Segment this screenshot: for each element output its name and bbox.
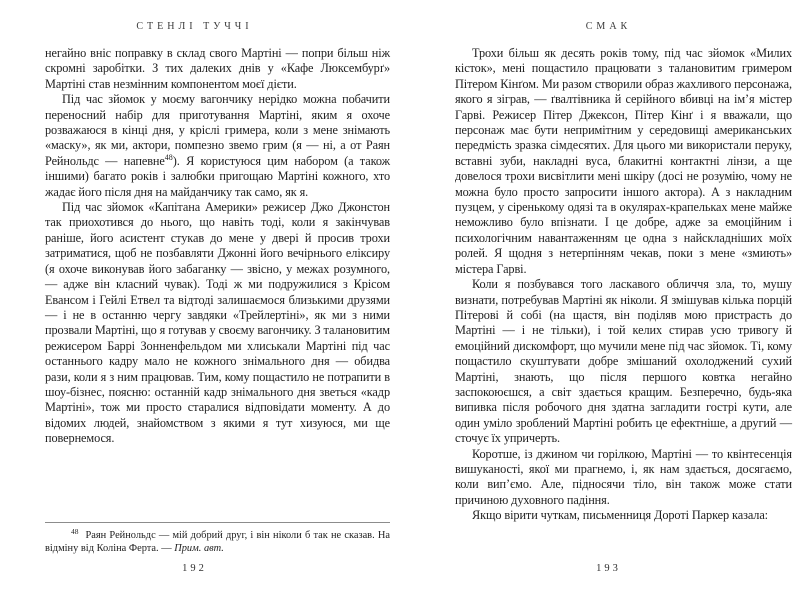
footnote-source: Прим. авт. bbox=[174, 543, 224, 555]
right-page-body bbox=[455, 46, 792, 524]
paragraph: Трохи більш як десять років тому, під час зйомок «Милих кісток», мені пощастило працювати з талановитим гримером Пітером Кінґом. Ми разом створили образ жахливого персонажа, якого я зіграв, — ґвалтівника й серійного вбивці на ім’я містер Гарві. Режисер Пітер Джексон, Пітер Кінґ і я вважали, що персонаж має бути непримітним у середовищі американських передмість зразка сімдесятих. Для цього ми використали перуку, вставні зуби, накладні вуса, блакитні контактні лінзи, а ще довелося трохи висвітлити мені шкіру (досі не розумію, чому не можна було просто запросити іншого актора). А з накладним пузцем, у сіренькому одязі та в окулярах-крапельках мене майже неможливо було впізнати. І це добре, адже за емоційним і психологічним навантаженням це одна з найскладніших моїх ролей. Я щодня з нетерпінням чекав, поки з мене «змиють» містера Гарві. bbox=[455, 46, 792, 276]
footnote-block bbox=[45, 522, 390, 555]
left-page-body bbox=[45, 46, 390, 447]
footnote-marker: 48 bbox=[71, 526, 79, 536]
footnote bbox=[45, 526, 390, 555]
running-header-right: СМАК bbox=[585, 21, 632, 32]
paragraph: Під час зйомок «Капітана Америки» режисер Джо Джонстон так приохотився до нього, що навіть тоді, коли я закінчував раніше, його асистент стукав до мене у двері й просив трохи затриматися, щоб не позбавляти Джонні його вечірнього еліксиру (я охоче виконував його забаганку — звісно, у межах розумного, — адже він класний чувак). Тоді ж ми подружилися з Крісом Евансом і Гейлі Етвел та відтоді залишаємося близькими друзями — і не в останню чергу завдяки «Трейлертіні», як ми з ними прозвали Мартіні, що я готував у своєму вагончику. З талановитим режисером Баррі Зонненфельдом ми хлиськали Мартіні під час останнього кадру мало не кожного знімального дня — обидва рази, коли я з ним працював. Тим, кому пощастило не потрапити в шоу-бізнес, поясню: останній кадр знімального дня зветься «кадр Мартіні», тож ми просто старалися відповідати моменту. А до відомих людей, знайомством з якими я тут хизуюся, ми ще повернемося. bbox=[45, 200, 390, 446]
paragraph: Коротше, із джином чи горілкою, Мартіні — то квінтесенція вишуканості, якої ми прагнемо, і, як нам здається, досягаємо, коли вип’ємо. Але, підносячи тіло, він також може стати причиною духовного падіння. bbox=[455, 446, 792, 507]
paragraph: негайно вніс поправку в склад свого Мартіні — попри більш ніж скромні заробітки. З тих далеких днів у «Кафе Люксембурґ» Мартіні став незмінним компонентом моєї дієти. bbox=[45, 46, 390, 91]
footnote-text: Раян Рейнольдс — мій добрий друг, і він ніколи б так не сказав. На відміну від Коліна Ферта. — bbox=[45, 530, 390, 555]
paragraph-text: Під час зйомок у моєму вагончику нерідко можна побачити переносний набір для приготування Мартіні, яким я охоче розважаюся в кінці дня, у кріслі гримера, коли з мене знімають «маску», як ми, актори, помпезно звемо грим (я — ні, а от Раян Рейнольдс — напевне bbox=[45, 92, 390, 168]
paragraph-text: ). Я користуюся цим набором (а також іншими) багато років і залюбки пригощаю Мартіні кожного, хто жадає його після дня на майданчику так само, як я. bbox=[45, 153, 390, 199]
right-page bbox=[455, 0, 792, 600]
paragraph: Якщо вірити чуткам, письменниця Дороті Паркер казала: bbox=[472, 508, 769, 523]
paragraph bbox=[45, 92, 390, 200]
running-header-left: СТЕНЛІ ТУЧЧІ bbox=[136, 21, 253, 32]
page-number-left: 192 bbox=[182, 563, 207, 574]
left-page bbox=[45, 0, 390, 600]
footnote-reference: 48 bbox=[164, 152, 173, 162]
footnote-separator-rule bbox=[45, 522, 390, 523]
paragraph: Коли я позбувався того ласкавого обличчя зла, то, мушу визнати, потребував Мартіні як ніколи. Я змішував кілька порцій Пітерові й собі (на щастя, він поділяв мою пристрасть до Мартіні — і не тільки), і той келих стирав усю тривогу й емоційний дискомфорт, що мучили мене під час зйомок. Ті, кому пощастило скуштувати добре змішаний охолоджений сухий Мартіні, знають, що після першого ковтка негайно заспокоюєшся, а світ здається кращим. Безперечно, будь-яка випивка після робочого дня здатна загладити гострі кути, але один уміло зроблений Мартіні робить це ефектніше, а другий — сточує їх упричерть. bbox=[455, 277, 792, 446]
page-number-right: 193 bbox=[596, 563, 621, 574]
